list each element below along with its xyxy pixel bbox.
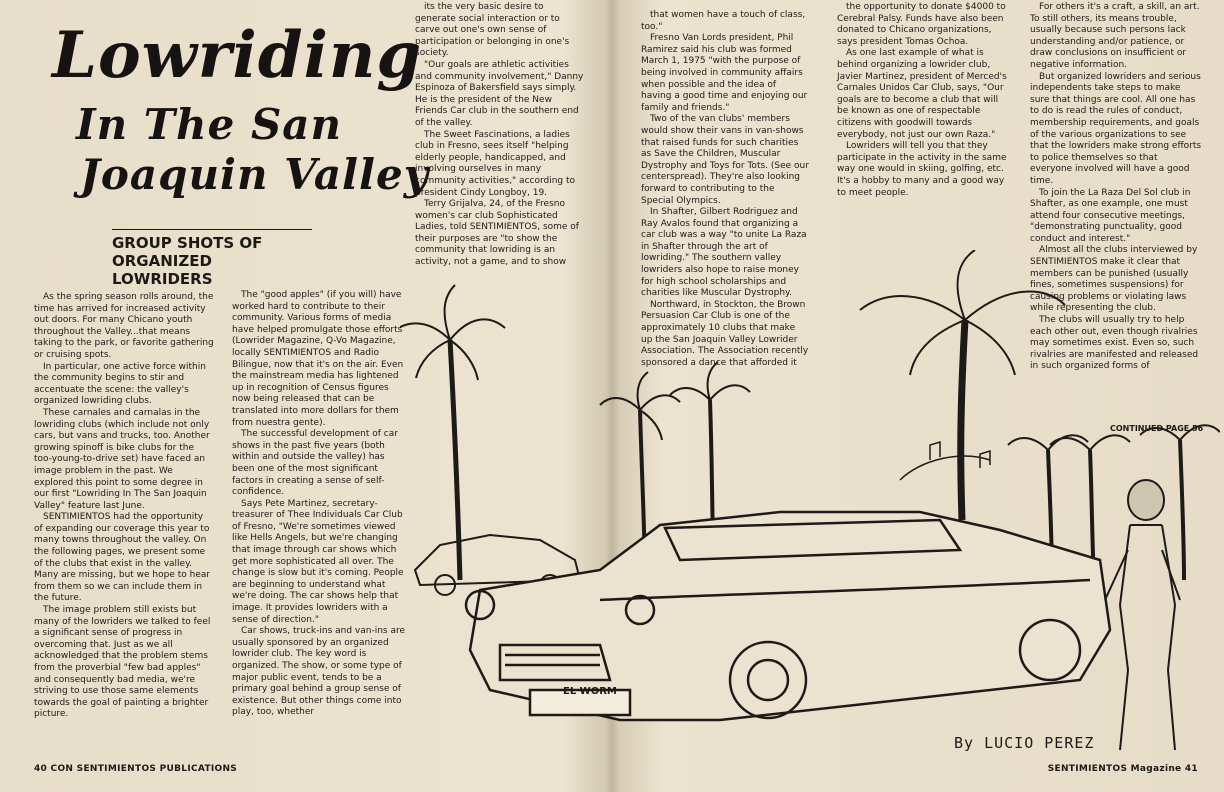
paragraph: In Shafter, Gilbert Rodriguez and Ray Avalos found that organizing a car club was a way "to unite La Raza in Shafter through the art of lowriding." The southern valley lowriders also hope to raise money for high school scholarships and charities like Muscular Dystrophy. xyxy=(641,207,807,299)
license-plate: EL WORM xyxy=(563,686,617,697)
headline-line-3: Joaquin Valley xyxy=(80,150,430,199)
paragraph: The successful development of car shows in the past five years (both within and outside the valley) has been one of the most significant factors in creating a sense of self-confidence. xyxy=(232,429,398,498)
paragraph: SENTIMIENTOS had the opportunity of expanding our coverage this year to many towns throughout the valley. On the following pages, we present some of the clubs that exist in the valley. Many are missing, but we hope to hear from them so we can include them in the future. xyxy=(34,512,211,604)
paragraph: "Our goals are athletic activities and community involvement," Danny Espinoza of Bakersfield says simply. He is the president of the New Friends Car club in the southern end of the valley. xyxy=(415,59,584,128)
lowrider-illustration xyxy=(400,250,1220,770)
continued-notice: CONTINUED PAGE 56 xyxy=(1110,424,1204,433)
paragraph: Car shows, truck-ins and van-ins are usually sponsored by an organized lowrider club. The key word is organized. The show, or some type of major public event, tends to be a primary goal behind a group sense of existence. But other things come into play, too, whether xyxy=(232,626,406,718)
paragraph: Northward, in Stockton, the Brown Persuasion Car Club is one of the approximately 10 clubs that make up the San Joaquin Valley Lowrider Association. The Association recently sponsored a dance that afforded it xyxy=(641,299,809,368)
paragraph: The clubs will usually try to help each other out, even though rivalries may sometimes exist. Even so, such rivalries are manifested and released in such organized forms of xyxy=(1030,315,1199,372)
paragraph: that women have a touch of class, too." xyxy=(641,10,806,32)
paragraph: As one last example of what is behind organizing a lowrider club, Javier Martinez, president of Merced's Carnales Unidos Car Club, says, "Our goals are to become a club that will be known as one of respectable citizens with goodwill towards everybody, not just our own Raza." xyxy=(837,48,1007,140)
artist-signature: By LUCIO PEREZ xyxy=(954,734,1095,752)
paragraph: Fresno Van Lords president, Phil Ramirez said his club was formed March 1, 1975 "with the purpose of being involved in community affairs when possible and the idea of having a good time and enjoying our family and friends." xyxy=(641,33,808,113)
paragraph: Almost all the clubs interviewed by SENTIMIENTOS make it clear that members can be punished (usually fines, sometimes suspensions) for causing problems or violating laws while representing the club. xyxy=(1030,245,1198,314)
paragraph: Lowriders will tell you that they participate in the activity in the same way one would in skiing, golfing, etc. It's a hobby to many and a good way to meet people. xyxy=(837,141,1007,198)
paragraph: But organized lowriders and serious independents take steps to make sure that things are cool. All one has to do is read the rules of conduct, membership requirements, and goals of the various organizations to see that the lowriders make strong efforts to police themselves so that everyone involved will have a good time. xyxy=(1030,71,1202,186)
paragraph: In particular, one active force within the community begins to stir and accentuate the scene: the valley's organized lowriding clubs. xyxy=(34,361,206,407)
footer-left: 40 CON SENTIMIENTOS PUBLICATIONS xyxy=(34,764,238,774)
paragraph: Two of the van clubs' members would show their vans in van-shows that raised funds for such charities as Save the Children, Muscular Dystrophy and Toys for Tots. (See our centerspread). They're also looking forward to contributing to the Special Olympics. xyxy=(641,114,809,206)
music-note-icon xyxy=(900,442,990,480)
paragraph: the opportunity to donate $4000 to Cerebral Palsy. Funds have also been donated to Chicano organizations, says president Tomas Ochoa. xyxy=(837,2,1006,47)
standing-figure-icon xyxy=(1105,480,1180,750)
paragraph: The "good apples" (if you will) have worked hard to contribute to their community. Various forms of media have helped promulgate those efforts (Lowrider Magazine, Q-Vo Magazine, locally SENTIMIENTOS and Radio Bilingue, now that it's on the air. Even the mainstream media has lightened up in recognition of Census figures now being released that can be translated into more dollars for them from nuestra gente). xyxy=(232,290,404,428)
paragraph: To join the La Raza Del Sol club in Shafter, as one example, one must attend four consecutive meetings, "demonstrating punctuality, good conduct and interest." xyxy=(1030,187,1191,244)
paragraph: its the very basic desire to generate social interaction or to carve out one's own sense of participation or belonging in one's society. xyxy=(415,2,570,59)
article-column-1 xyxy=(34,292,214,721)
palm-tree-icon xyxy=(860,250,1065,520)
article-column-3 xyxy=(415,2,585,269)
paragraph: The image problem still exists but many of the lowriders we talked to feel a significant sense of progress in overcoming that. Just as we all acknowledged that the problem stems from the proverbial "few bad apples" and consequently bad media, we're striving to use those same elements towards the goal of painting a brighter picture. xyxy=(34,605,211,720)
subheadline: GROUP SHOTS OF ORGANIZED LOWRIDERS xyxy=(112,229,312,288)
paragraph: As the spring season rolls around, the time has arrived for increased activity out doors. For many Chicano youth throughout the Valley...that means taking to the park, or favorite gathering or cruising spots. xyxy=(34,292,214,360)
headline-line-1: Lowriding xyxy=(52,18,423,93)
article-column-5 xyxy=(837,2,1007,199)
paragraph: The Sweet Fascinations, a ladies club in Fresno, sees itself "helping elderly people, handicapped, and involving ourselves in many community activities," according to president Cindy Longboy, 19. xyxy=(415,129,576,198)
paragraph: Terry Grijalva, 24, of the Fresno women's car club Sophisticated Ladies, told SENTIMIENTOS, some of their purposes are "to show the community that lowriding is an activity, not a game, and to show xyxy=(415,199,579,268)
article-column-2 xyxy=(232,290,408,719)
headline-line-2: In The San xyxy=(76,100,343,149)
footer-right: SENTIMIENTOS Magazine 41 xyxy=(1047,764,1198,774)
paragraph: Says Pete Martinez, secretary-treasurer of Thee Individuals Car Club of Fresno, "We're sometimes viewed like Hells Angels, but we're changing that image through car shows which get more sophisticated all over. The change is slow but it's coming. People are beginning to understand what we're doing. The car shows help that image. It provides lowriders with a sense of direction." xyxy=(232,498,404,625)
paragraph: These carnales and carnalas in the lowriding clubs (which include not only cars, but vans and trucks, too. Another growing spinoff is bike clubs for the too-young-to-drive set) have faced an image problem in the past. We explored this point to some degree in our first "Lowriding In The San Joaquin Valley" feature last June. xyxy=(34,407,210,511)
palm-tree-icon xyxy=(670,362,750,540)
paragraph: For others it's a craft, a skill, an art. To still others, its means trouble, usually because such persons lack understanding and/or patience, or draw conclusions on insufficient or negative information. xyxy=(1030,2,1200,70)
